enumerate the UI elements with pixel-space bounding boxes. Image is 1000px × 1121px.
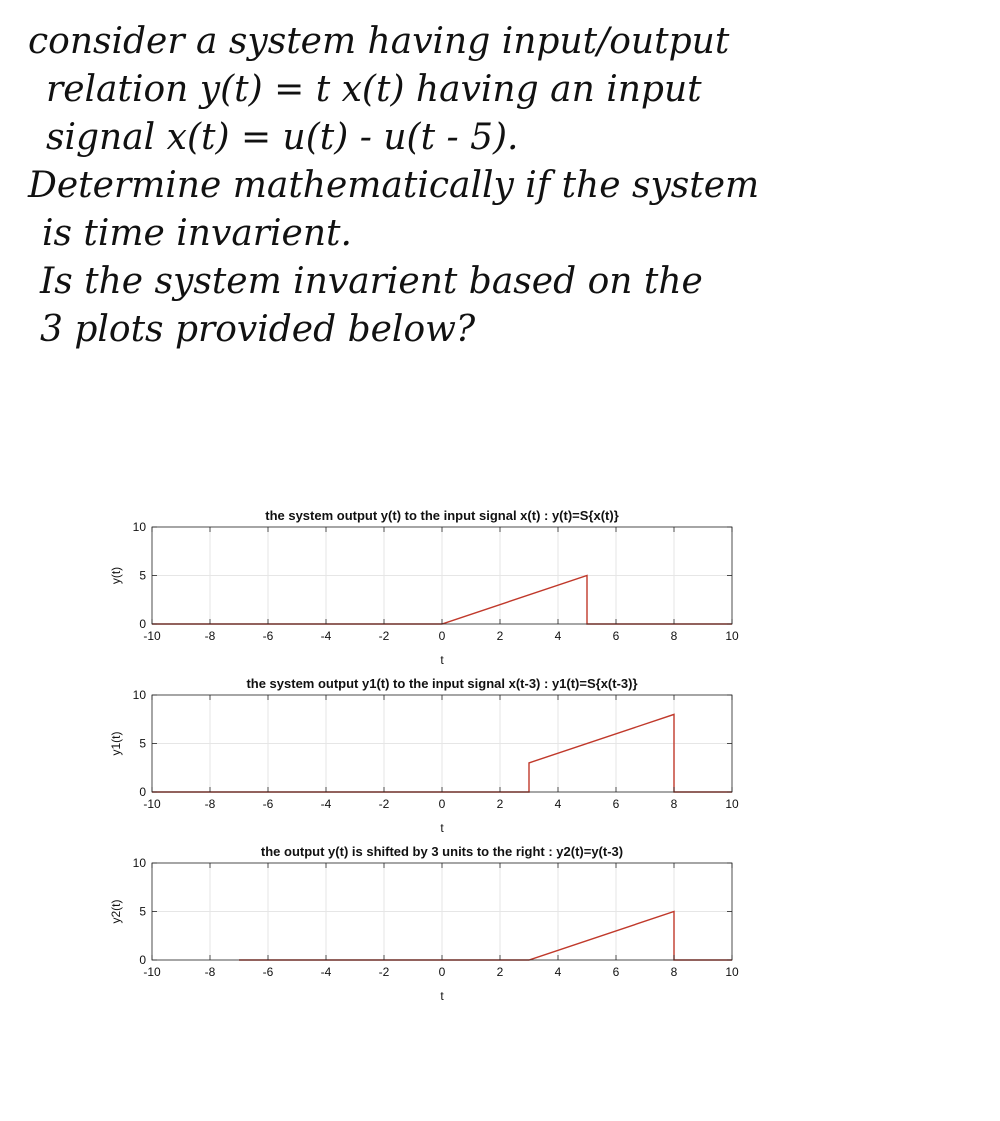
y-tick-label: 5 xyxy=(139,736,146,751)
y-axis-label: y(t) xyxy=(109,566,123,585)
question-line-4: Determine mathematically if the system xyxy=(28,165,760,206)
x-tick-label: -4 xyxy=(320,965,332,979)
x-tick-label: -4 xyxy=(320,797,332,811)
x-tick-label: -10 xyxy=(143,797,161,811)
x-tick-label: 0 xyxy=(438,965,446,979)
chart-title: the system output y(t) to the input signal x(t) : y(t)=S{x(t)} xyxy=(265,508,619,523)
x-tick-label: -8 xyxy=(204,797,216,811)
question-line-7: 3 plots provided below? xyxy=(40,309,476,350)
x-tick-label: 4 xyxy=(554,965,562,979)
chart-3 xyxy=(109,844,739,1003)
x-tick-label: -2 xyxy=(378,797,390,811)
x-tick-label: -6 xyxy=(262,965,274,979)
x-tick-label: 6 xyxy=(612,797,620,811)
y-tick-label: 0 xyxy=(139,953,146,967)
y-tick-label: 10 xyxy=(132,520,146,534)
x-tick-label: 8 xyxy=(670,797,678,811)
x-axis-label: t xyxy=(440,989,444,1003)
x-tick-label: -8 xyxy=(204,965,216,979)
question-line-6: Is the system invarient based on the xyxy=(40,261,703,302)
x-axis-label: t xyxy=(440,821,444,835)
x-tick-label: 10 xyxy=(725,797,739,811)
x-tick-label: -2 xyxy=(378,965,390,979)
question-line-5: is time invarient. xyxy=(42,213,352,254)
y-axis-label: y1(t) xyxy=(109,731,123,756)
x-tick-label: 0 xyxy=(438,629,446,643)
x-tick-label: 2 xyxy=(496,797,504,811)
x-tick-label: 4 xyxy=(554,797,562,811)
question-line-1: consider a system having input/output xyxy=(28,21,730,62)
x-tick-label: 2 xyxy=(496,629,504,643)
chart-1 xyxy=(109,508,739,667)
x-axis-label: t xyxy=(440,653,444,667)
question-line-3: signal x(t) = u(t) - u(t - 5). xyxy=(46,117,519,158)
x-tick-label: 10 xyxy=(725,629,739,643)
y-tick-label: 10 xyxy=(132,688,146,702)
x-tick-label: -10 xyxy=(143,965,161,979)
y-tick-label: 0 xyxy=(139,617,146,631)
x-tick-label: -6 xyxy=(262,629,274,643)
question-line-2: relation y(t) = t x(t) having an input xyxy=(46,69,702,110)
y-tick-label: 0 xyxy=(139,785,146,799)
x-tick-label: 10 xyxy=(725,965,739,979)
x-tick-label: 2 xyxy=(496,965,504,979)
x-tick-label: 6 xyxy=(612,629,620,643)
y-axis-label: y2(t) xyxy=(109,899,123,924)
x-tick-label: 0 xyxy=(438,797,446,811)
x-tick-label: -6 xyxy=(262,797,274,811)
chart-title: the system output y1(t) to the input signal x(t-3) : y1(t)=S{x(t-3)} xyxy=(246,676,638,691)
y-tick-label: 10 xyxy=(132,856,146,870)
chart-2 xyxy=(109,676,739,835)
y-tick-label: 5 xyxy=(139,904,146,919)
x-tick-label: -8 xyxy=(204,629,216,643)
x-tick-label: 6 xyxy=(612,965,620,979)
chart-title: the output y(t) is shifted by 3 units to the right : y2(t)=y(t-3) xyxy=(260,844,624,859)
x-tick-label: 8 xyxy=(670,629,678,643)
y-tick-label: 5 xyxy=(139,568,146,583)
x-tick-label: 4 xyxy=(554,629,562,643)
x-tick-label: -10 xyxy=(143,629,161,643)
x-tick-label: -2 xyxy=(378,629,390,643)
x-tick-label: -4 xyxy=(320,629,332,643)
x-tick-label: 8 xyxy=(670,965,678,979)
